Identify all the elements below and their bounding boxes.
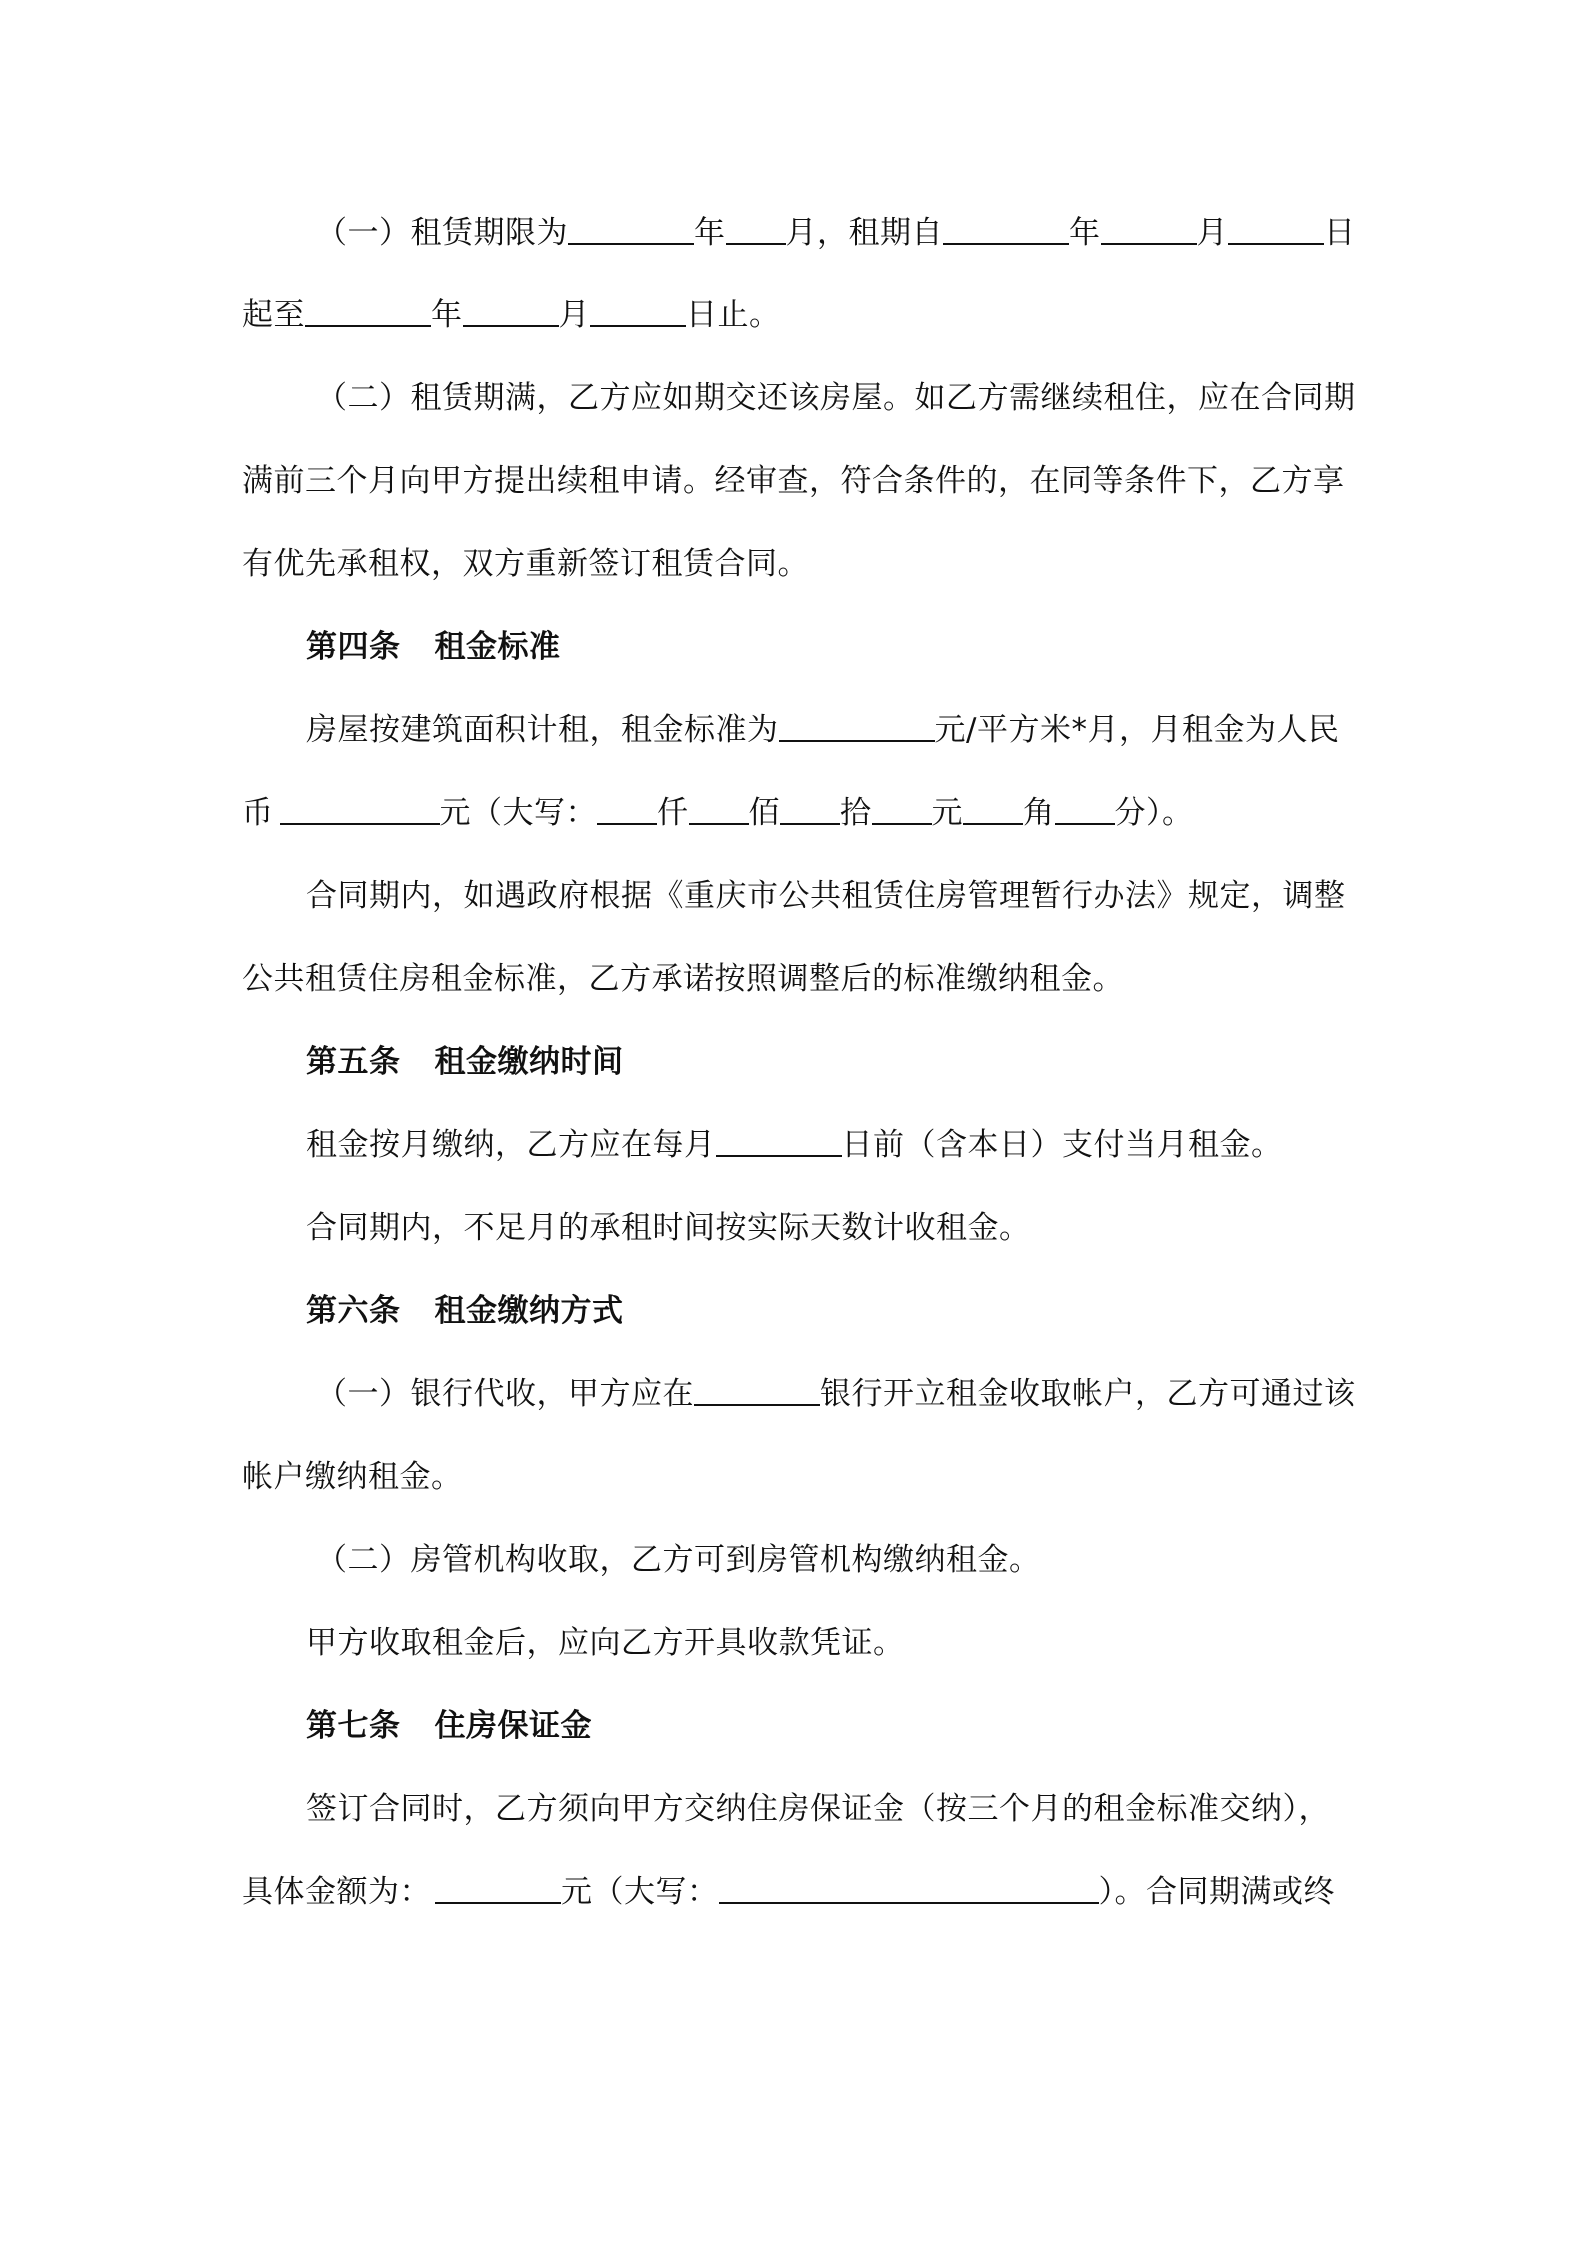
renewal-line-1: （二）租赁期满，乙方应如期交还该房屋。如乙方需继续租住，应在合同期 — [316, 380, 1356, 416]
year-label: 年 — [431, 297, 463, 333]
article-title: 租金缴纳时间 — [434, 1044, 624, 1080]
end-day-blank[interactable] — [590, 295, 686, 327]
deposit-text-tail: ）。合同期满或终 — [1098, 1874, 1335, 1910]
currency-label: 币 — [242, 795, 274, 831]
term-months-blank[interactable] — [726, 213, 786, 245]
payment-time-line — [306, 1125, 1283, 1165]
payment-time-text-2: 日前（含本日）支付当月租金。 — [841, 1127, 1283, 1163]
end-label: 起至 — [242, 297, 305, 333]
article-4-heading — [306, 627, 561, 667]
article-6-heading — [306, 1291, 624, 1331]
deposit-line-1: 签订合同时，乙方须向甲方交纳住房保证金（按三个月的租金标准交纳）， — [306, 1791, 1330, 1827]
start-year-blank[interactable] — [943, 213, 1069, 245]
fen-blank[interactable] — [1055, 793, 1115, 825]
tens-blank[interactable] — [780, 793, 840, 825]
article-number: 第六条 — [306, 1293, 401, 1329]
yuan-label: 元 — [931, 795, 963, 831]
article-7-heading — [306, 1706, 592, 1746]
rent-line-2 — [242, 793, 1194, 833]
end-month-blank[interactable] — [463, 295, 559, 327]
deposit-line-2 — [242, 1872, 1335, 1912]
bank-name-blank[interactable] — [694, 1374, 820, 1406]
term-years-blank[interactable] — [568, 213, 694, 245]
month-label: 月 — [558, 297, 590, 333]
yuan-blank[interactable] — [872, 793, 932, 825]
jiao-label: 角 — [1023, 795, 1055, 831]
deposit-amount-label: 具体金额为： — [242, 1874, 431, 1910]
term-line-2 — [242, 295, 781, 335]
thousands-blank[interactable] — [597, 793, 657, 825]
fen-label: 分）。 — [1114, 795, 1194, 831]
jiao-blank[interactable] — [963, 793, 1023, 825]
rent-unit-text: 元/平方米*月，月租金为人民 — [934, 712, 1340, 748]
rent-rate-blank[interactable] — [779, 710, 935, 742]
deposit-words-label: 元（大写： — [561, 1874, 719, 1910]
article-title: 租金缴纳方式 — [434, 1293, 624, 1329]
start-label: 月，租期自 — [785, 215, 943, 251]
bank-text: （一）银行代收，甲方应在 — [316, 1376, 694, 1412]
deposit-words-blank[interactable] — [719, 1872, 1099, 1904]
hundreds-blank[interactable] — [689, 793, 749, 825]
day-label: 日 — [1324, 215, 1356, 251]
thousands-label: 仟 — [657, 795, 689, 831]
office-payment-line: （二）房管机构收取，乙方可到房管机构缴纳租金。 — [316, 1542, 1041, 1578]
term-text: （一）租赁期限为 — [316, 215, 568, 251]
article-title: 租金标准 — [434, 629, 561, 665]
amount-label: 元（大写： — [439, 795, 597, 831]
month-label: 月 — [1196, 215, 1228, 251]
renewal-line-3: 有优先承租权，双方重新签订租赁合同。 — [242, 546, 809, 582]
start-day-blank[interactable] — [1228, 213, 1324, 245]
adjust-line-1: 合同期内，如遇政府根据《重庆市公共租赁住房管理暂行办法》规定，调整 — [306, 878, 1346, 914]
article-number: 第七条 — [306, 1708, 401, 1744]
partial-month-line: 合同期内，不足月的承租时间按实际天数计收租金。 — [306, 1210, 1031, 1246]
end-day-label: 日止。 — [686, 297, 781, 333]
article-5-heading — [306, 1042, 624, 1082]
monthly-rent-blank[interactable] — [280, 793, 440, 825]
tens-label: 拾 — [840, 795, 872, 831]
receipt-line: 甲方收取租金后，应向乙方开具收款凭证。 — [306, 1625, 905, 1661]
article-title: 住房保证金 — [434, 1708, 592, 1744]
article-number: 第四条 — [306, 629, 401, 665]
hundreds-label: 佰 — [748, 795, 780, 831]
bank-line-2: 帐户缴纳租金。 — [242, 1459, 463, 1495]
payment-time-text: 租金按月缴纳，乙方应在每月 — [306, 1127, 716, 1163]
bank-line-1 — [316, 1374, 1356, 1414]
article-number: 第五条 — [306, 1044, 401, 1080]
payment-day-blank[interactable] — [716, 1125, 842, 1157]
term-line-1 — [316, 213, 1356, 253]
adjust-line-2: 公共租赁住房租金标准，乙方承诺按照调整后的标准缴纳租金。 — [242, 961, 1124, 997]
end-year-blank[interactable] — [305, 295, 431, 327]
rent-text: 房屋按建筑面积计租，租金标准为 — [306, 712, 779, 748]
start-month-blank[interactable] — [1101, 213, 1197, 245]
year-label: 年 — [1069, 215, 1101, 251]
year-label: 年 — [694, 215, 726, 251]
deposit-amount-blank[interactable] — [435, 1872, 561, 1904]
rent-line-1 — [306, 710, 1339, 750]
bank-text-2: 银行开立租金收取帐户，乙方可通过该 — [820, 1376, 1356, 1412]
renewal-line-2: 满前三个月向甲方提出续租申请。经审查，符合条件的，在同等条件下，乙方享 — [242, 463, 1345, 499]
